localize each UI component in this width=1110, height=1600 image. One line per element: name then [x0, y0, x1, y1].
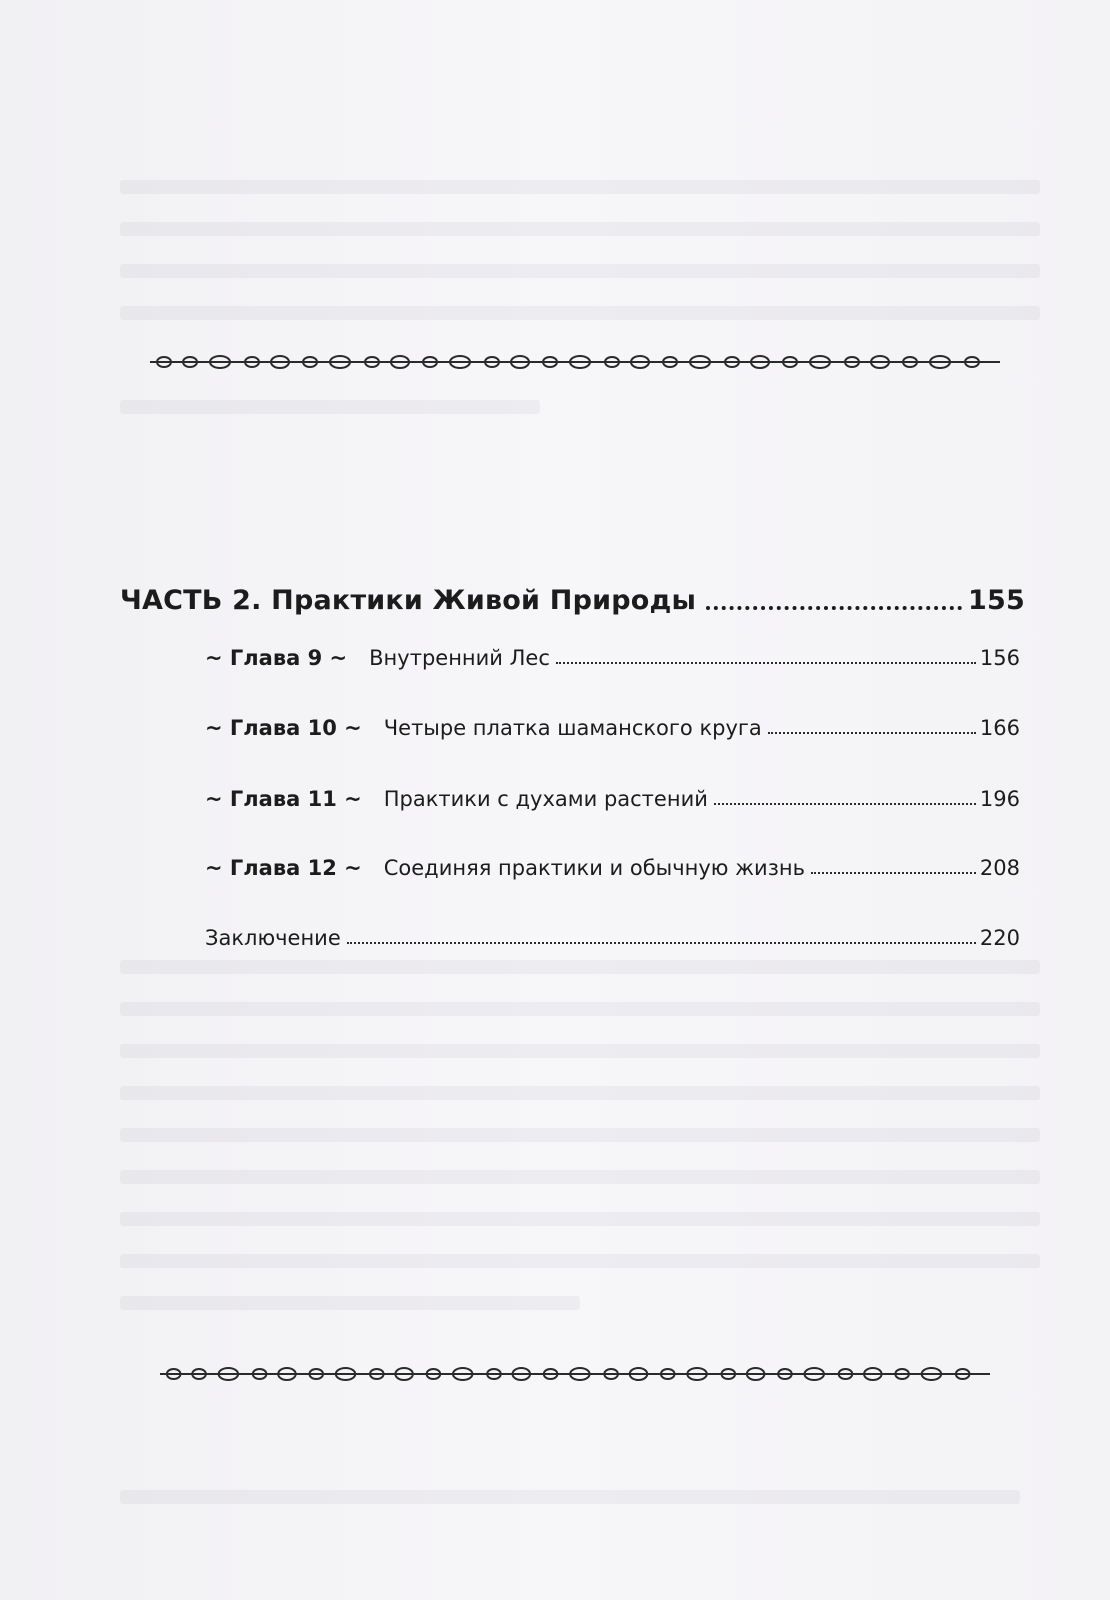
toc-chapter-label: ~ Глава 12 ~ [205, 856, 362, 880]
toc-entry-chapter-11 [205, 787, 1020, 811]
bleed-through-line [120, 1296, 580, 1310]
bleed-through-line [120, 960, 1040, 974]
toc-leader-dots [811, 872, 976, 874]
toc-leader-dots [347, 942, 976, 944]
toc-conclusion-title: Заключение [205, 926, 341, 950]
bleed-through-line [120, 1086, 1040, 1100]
bleed-through-line [120, 180, 1040, 194]
toc-entry-chapter-12 [205, 856, 1020, 880]
toc-entry-chapter-9 [205, 646, 1020, 670]
bleed-through-line [120, 1490, 1020, 1504]
bottom-chain-ornament [160, 1362, 990, 1386]
bleed-through-line [120, 1002, 1040, 1016]
toc-conclusion-page: 220 [979, 926, 1020, 950]
toc-chapter-title: Практики с духами растений [383, 787, 708, 811]
bleed-through-line [120, 400, 540, 414]
toc-leader-dots [706, 606, 962, 610]
toc-chapter-label: ~ Глава 11 ~ [205, 787, 362, 811]
toc-leader-dots [768, 732, 976, 734]
toc-chapter-page: 208 [979, 856, 1020, 880]
toc-part-page: 155 [968, 585, 1025, 616]
bleed-through-line [120, 1128, 1040, 1142]
toc-leader-dots [714, 803, 976, 805]
toc-chapter-page: 196 [979, 787, 1020, 811]
toc-part-heading [120, 585, 1025, 616]
toc-part-label: ЧАСТЬ 2. Практики Живой Природы [120, 585, 697, 616]
bleed-through-line [120, 1212, 1040, 1226]
bleed-through-line [120, 1170, 1040, 1184]
toc-entry-chapter-10 [205, 716, 1020, 740]
top-chain-ornament [150, 350, 1000, 374]
toc-chapter-title: Внутренний Лес [369, 646, 550, 670]
bleed-through-line [120, 222, 1040, 236]
bleed-through-line [120, 264, 1040, 278]
toc-chapter-title: Четыре платка шаманского круга [383, 716, 762, 740]
toc-entry-conclusion [205, 926, 1020, 950]
toc-chapter-label: ~ Глава 9 ~ [205, 646, 348, 670]
toc-chapter-title: Соединяя практики и обычную жизнь [383, 856, 805, 880]
bleed-through-line [120, 1254, 1040, 1268]
toc-chapter-label: ~ Глава 10 ~ [205, 716, 362, 740]
toc-leader-dots [556, 662, 976, 664]
bleed-through-line [120, 1044, 1040, 1058]
toc-chapter-page: 156 [979, 646, 1020, 670]
bleed-through-line [120, 306, 1040, 320]
toc-chapter-page: 166 [979, 716, 1020, 740]
